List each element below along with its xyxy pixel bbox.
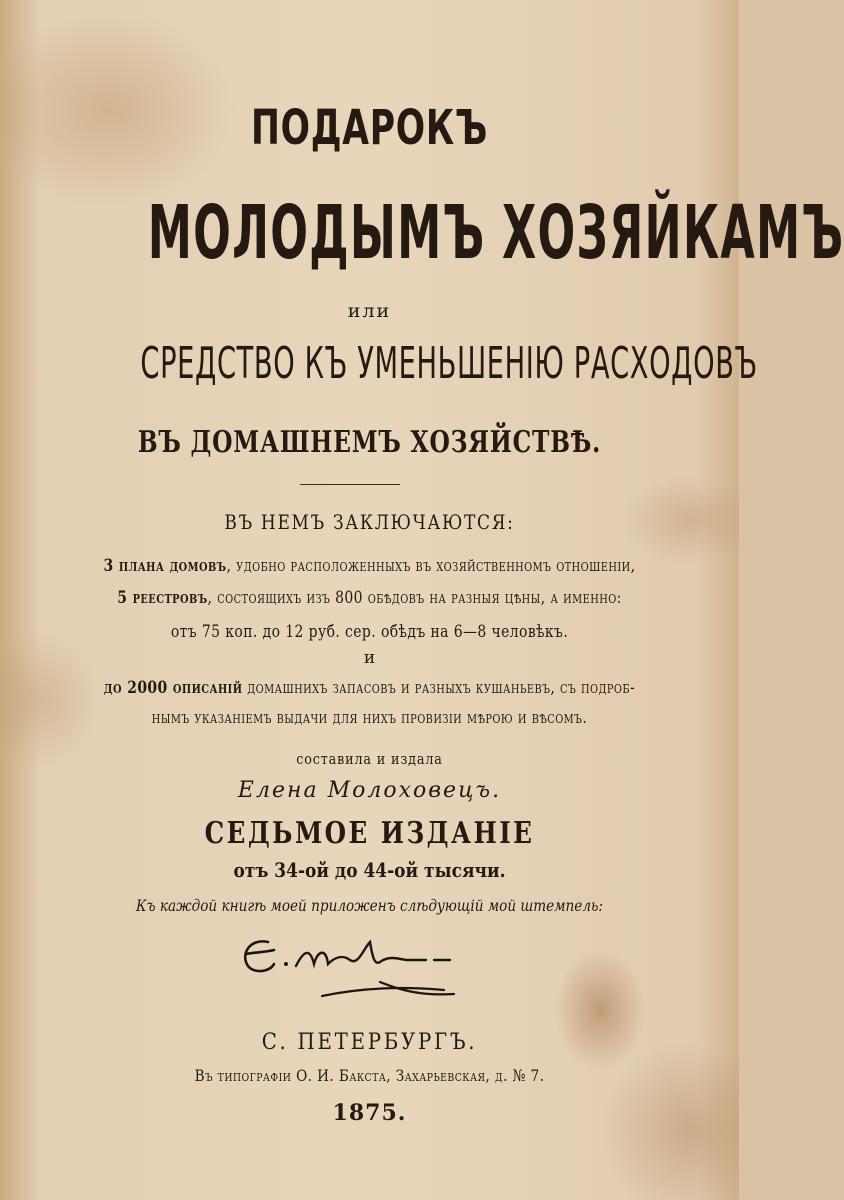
subtitle-line-1: СРЕДСТВО КЪ УМЕНЬШЕНІЮ РАСХОДОВЪ [140,338,758,389]
imprint-year: 1875. [332,1100,407,1126]
author-name: Елена Молоховецъ. [237,778,502,803]
handwritten-signature [230,920,490,1010]
title-line-2: МОЛОДЫМЪ ХОЗЯЙКАМЪ [147,190,844,276]
title-line-1: ПОДАРОКЪ [250,100,489,156]
contents-line-3: отъ 75 коп. до 12 руб. сер. обѣдъ на 6—8 человѣкъ. [170,622,569,642]
divider-rule [300,484,400,485]
contents-line-1 [67,556,673,576]
contents-line-2-rest: , состоящихъ изъ 800 обѣдовъ на разныя цѣны, а именно: [207,588,622,608]
contents-line-6: нымъ указаніемъ выдачи для нихъ провизіи мѣрою и вѣсомъ. [151,708,588,728]
title-conjunction: или [347,300,392,322]
contents-line-1-strong: 3 плана домовъ [103,556,227,576]
subtitle-line-2: ВЪ ДОМАШНЕМЪ ХОЗЯЙСТВѢ. [137,425,602,460]
contents-line-5 [67,678,673,698]
contents-line-1-rest: , удобно расположенныхъ въ хозяйственномъ отношеніи, [226,556,636,576]
contents-line-4: и [363,648,376,668]
compiled-by: составила и издала [296,750,443,768]
print-run: отъ 34-ой до 44-ой тысячи. [233,858,506,882]
contents-line-2 [67,588,673,608]
stamp-note: Къ каждой книгѣ моей приложенъ слѣдующій мой штемпель: [136,896,603,915]
contents-line-5-strong: до 2000 описаній [103,678,243,698]
contents-heading: ВЪ НЕМЪ ЗАКЛЮЧАЮТСЯ: [224,510,515,534]
imprint-printer: Въ типографіи О. И. Бакста, Захарьевская, д. № 7. [194,1066,545,1085]
contents-line-2-strong: 5 реестровъ [117,588,208,608]
contents-line-5-rest: домашнихъ запасовъ и разныхъ кушаньевъ, съ подроб- [242,678,636,698]
imprint-city: С. ПЕТЕРБУРГЪ. [261,1030,478,1055]
edition-label: СЕДЬМОЕ ИЗДАНІЕ [204,816,535,851]
